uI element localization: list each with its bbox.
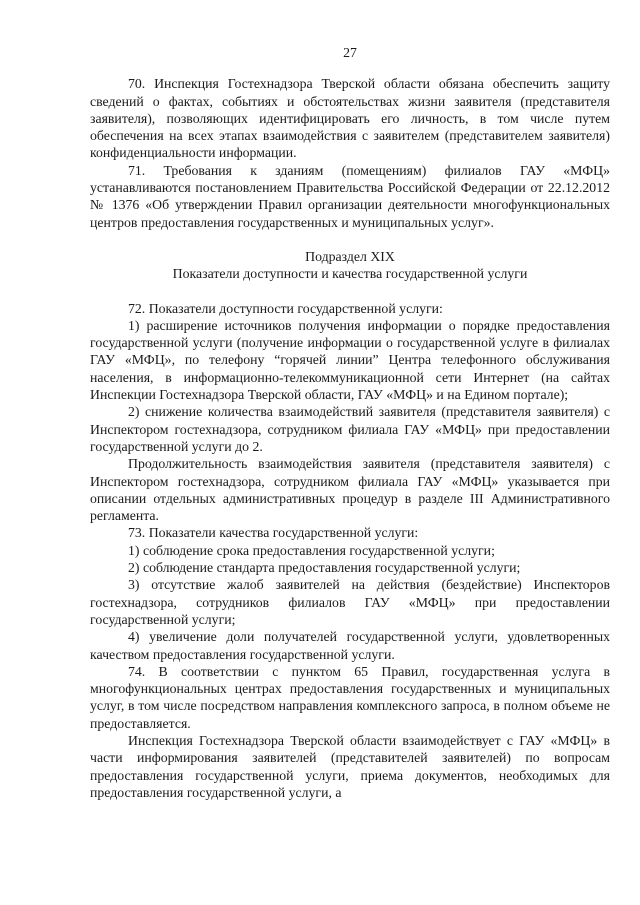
paragraph-73-item-2: 2) соблюдение стандарта предоставления государственной услуги; xyxy=(128,560,521,576)
paragraph-73: 73. Показатели качества государственной услуги: xyxy=(128,525,419,541)
subsection-subtitle: Показатели доступности и качества государственной услуги xyxy=(172,266,528,282)
paragraph-73-item-3: 3) отсутствие жалоб заявителей на действия (бездействие) Инспекторов гостехнадзора, сотрудников филиалов ГАУ «МФЦ» при предоставлении государственной услуги; xyxy=(90,577,610,627)
paragraph-71: 71. Требования к зданиям (помещениям) филиалов ГАУ «МФЦ» устанавливаются постановлением Правительства Российской Федерации от 22.12.2012 № 1376 «Об утверждении Правил организации деятельности многофункциональных центров предоставления государственных и муниципальных услуг». xyxy=(90,162,610,230)
paragraph-73-item-1: 1) соблюдение срока предоставления государственной услуги; xyxy=(128,542,495,558)
paragraph-72-item-2: 2) снижение количества взаимодействий заявителя (представителя заявителя) с Инспектором гостехнадзора, сотрудником филиала ГАУ «МФЦ» при предоставлении государственной услуги до 2. xyxy=(90,404,610,454)
page-number: 27 xyxy=(343,45,357,60)
document-body xyxy=(90,75,610,801)
paragraph-74: 74. В соответствии с пунктом 65 Правил, государственная услуга в многофункциональных центрах предоставления государственных и муниципальных услуг, в том числе посредством направления комплексного запроса, в полном объеме не предоставляется. xyxy=(90,663,610,731)
paragraph-70: 70. Инспекция Гостехнадзора Тверской области обязана обеспечить защиту сведений о фактах, событиях и обстоятельствах жизни заявителя (представителя заявителя), позволяющих идентифицировать его личность, в том числе путем обеспечения на всех этапах взаимодействия с заявителем (представителем заявителя) конфиденциальности информации. xyxy=(90,76,610,161)
paragraph-inspection-interaction: Инспекция Гостехнадзора Тверской области взаимодействует с ГАУ «МФЦ» в части информирования заявителей (представителей заявителей) по вопросам предоставления государственной услуги, приема документов, необходимых для предоставления государственной услуги, а xyxy=(90,732,610,800)
paragraph-72-item-1: 1) расширение источников получения информации о порядке предоставления государственной услуги (получение информации о государственной услуге в филиалах ГАУ «МФЦ», по телефону “горячей линии” Центра телефонного обслуживания населения, в информационно-телекоммуникационной сети Интернет (на сайтах Инспекции Гостехнадзора Тверской области, ГАУ «МФЦ» и на Едином портале); xyxy=(90,317,610,403)
paragraph-interaction-duration: Продолжительность взаимодействия заявителя (представителя заявителя) с Инспектором гостехнадзора, сотрудником филиала ГАУ «МФЦ» указывается при описании отдельных административных процедур в разделе III Административного регламента. xyxy=(90,456,610,524)
paragraph-73-item-4: 4) увеличение доли получателей государственной услуги, удовлетворенных качеством предоставления государственной услуги. xyxy=(90,629,610,662)
paragraph-72: 72. Показатели доступности государственной услуги: xyxy=(128,300,443,316)
subsection-title: Подраздел XIX xyxy=(305,248,395,264)
